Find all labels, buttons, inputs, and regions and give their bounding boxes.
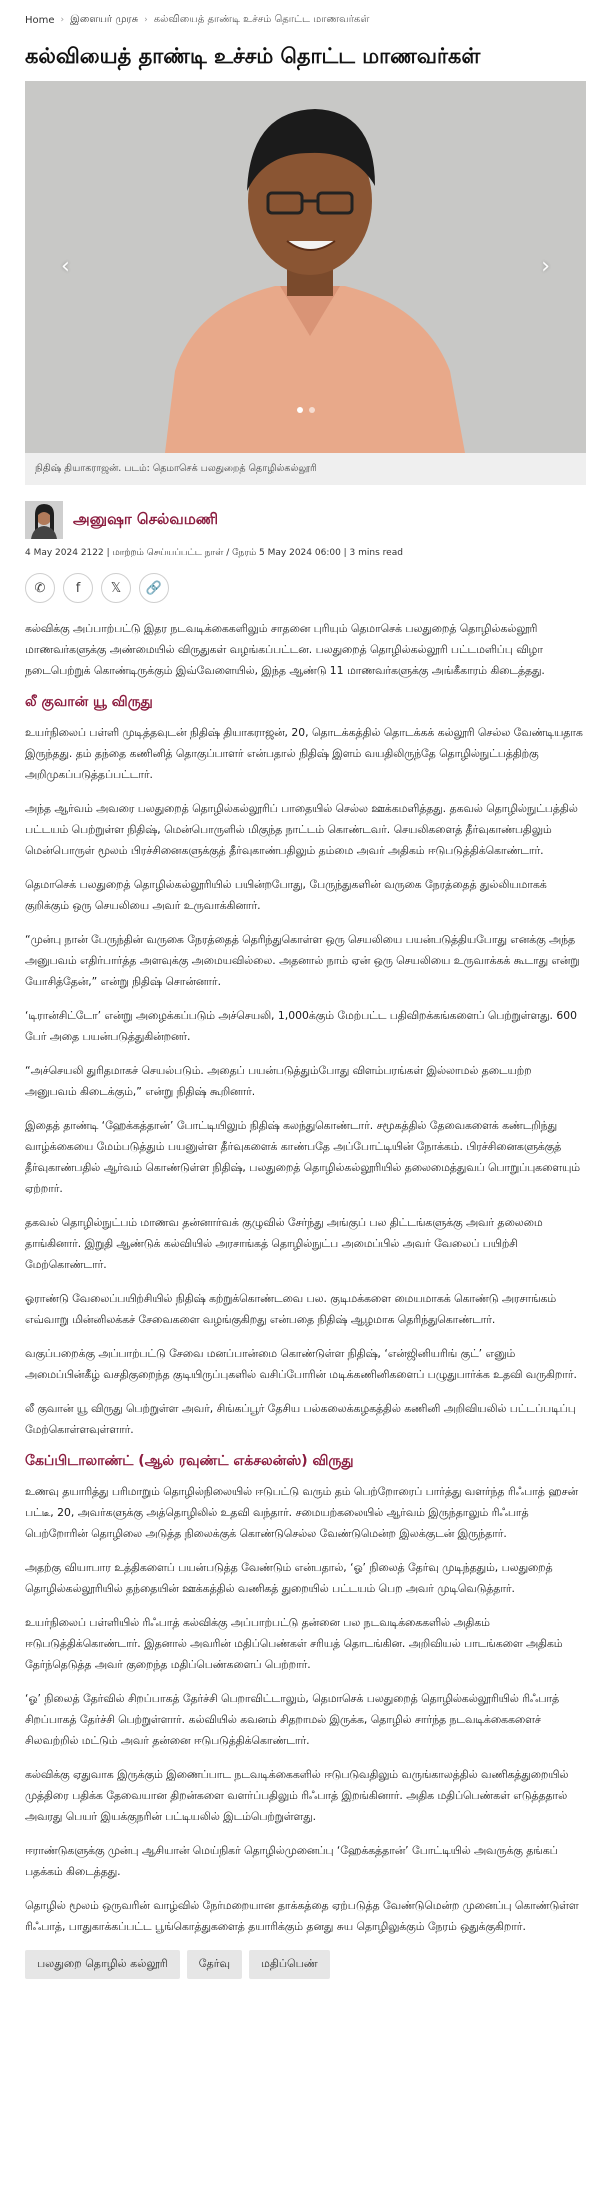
carousel-prev-icon[interactable]: ‹ [61, 254, 70, 279]
paragraph: அந்த ஆர்வம் அவரை பலதுறைத் தொழில்கல்லூரிப் பாதையில் செல்ல ஊக்கமளித்தது. தகவல் தொழில்நுட்பத்தில் பட்டயம் பெற்றுள்ள நிதிஷ், மென்பொருளில் மிகுந்த நாட்டம் கொண்டவர். செயலிகளைத் தீர்வுகாண்பதிலும் மென்பொருள் மூலம் பிரச்சினைகளுக்குத் தீர்வுகாண்பதிலும் தம்மை அவர் அதிகம் ஈடுபடுத்திக்கொண்டார். [25, 802, 578, 857]
carousel-dots [297, 407, 315, 413]
carousel-dot[interactable] [297, 407, 303, 413]
breadcrumb-current: கல்வியைத் தாண்டி உச்சம் தொட்ட மாணவர்கள் [153, 14, 370, 25]
photo-caption: நிதிஷ் தியாகராஜன். படம்: தெமாசெக் பலதுறைத் தொழில்கல்லூரி [25, 453, 586, 485]
paragraph: ஈராண்டுகளுக்கு முன்பு ஆசியான் மெய்நிகர் தொழில்முனைப்பு ‘ஹேக்கத்தான்’ போட்டியில் அவருக்கு தங்கப் பதக்கம் கிடைத்தது. [25, 1844, 558, 1878]
paragraph: லீ குவான் யூ விருது பெற்றுள்ள அவர், சிங்கப்பூர் தேசிய பல்கலைக்கழகத்தில் கணினி அறிவியலில் பட்டப்படிப்பு மேற்கொள்ளவுள்ளார். [25, 1402, 576, 1436]
paragraph: தெமாசெக் பலதுறைத் தொழில்கல்லூரியில் பயின்றபோது, பேருந்துகளின் வருகை நேரத்தைத் துல்லியமாகக் குறிக்கும் ஒரு செயலியை அவர் உருவாக்கினார். [25, 878, 547, 912]
paragraph: ‘ஓ’ நிலைத் தேர்வில் சிறப்பாகத் தேர்ச்சி பெறாவிட்டாலும், தெமாசெக் பலதுறைத் தொழில்கல்லூரியில் ரிஃபாத் சிறப்பாகத் தேர்ச்சி பெற்றுள்ளார். கல்வியில் கவனம் சிதறாமல் இருக்க, தொழில் சார்ந்த நடவடிக்கைகளைச் சிலவற்றில் மட்டும் அவர் தன்னை ஈடுபடுத்திக்கொண்டார். [25, 1692, 560, 1747]
paragraph: ஓராண்டு வேலைப்பயிற்சியில் நிதிஷ் கற்றுக்கொண்டவை பல. குடிமக்களை மையமாகக் கொண்டு அரசாங்கம் எவ்வாறு மின்னிலக்கச் சேவைகளை வழங்குகிறது என்பதை நிதிஷ் ஆழமாக தெரிந்துகொண்டார். [25, 1292, 557, 1326]
x-icon[interactable]: 𝕏 [101, 573, 131, 603]
author-avatar[interactable] [25, 501, 63, 539]
paragraph: உயர்நிலைப் பள்ளி முடித்தவுடன் நிதிஷ் தியாகராஜன், 20, தொடக்கத்தில் தொடக்கக் கல்லூரி செல்ல வேண்டியதாக இருந்தது. தம் தந்தை கணினித் தொகுப்பாளர் என்பதால் நிதிஷ் இளம் வயதிலிருந்தே தொழில்நுட்பத்திற்கு அறிமுகப்படுத்தப்பட்டார். [25, 726, 583, 781]
breadcrumb-home[interactable]: Home [25, 14, 55, 26]
facebook-icon[interactable]: f [63, 573, 93, 603]
paragraph: “முன்பு நான் பேருந்தின் வருகை நேரத்தைத் தெரிந்துகொள்ள ஒரு செயலியை பயன்படுத்தியபோது எனக்கு அந்த அனுபவம் எதிர்பார்த்த அளவுக்கு அமையவில்லை. அதனால் நாம் ஏன் ஒரு செயலியை உருவாக்கக் கூடாது என்று யோசித்தேன்,” என்று நிதிஷ் சொன்னார். [25, 933, 580, 988]
chevron-right-icon: › [144, 15, 148, 25]
carousel-next-icon[interactable]: › [541, 254, 550, 279]
carousel-dot[interactable] [309, 407, 315, 413]
page-title: கல்வியைத் தாண்டி உச்சம் தொட்ட மாணவர்கள் [25, 44, 481, 68]
intro-paragraph: கல்விக்கு அப்பாற்பட்டு இதர நடவடிக்கைகளிலும் சாதனை புரியும் தெமாசெக் பலதுறைத் தொழில்கல்லூரி மாணவர்களுக்கு அண்மையில் விருதுகள் வழங்கப்பட்டன. பலதுறைத் தொழில்கல்லூரி பட்டமளிப்பு விழா நடைபெற்றுக் கொண்டிருக்கும் இவ்வேளையில், இந்த ஆண்டு 11 மாணவர்களுக்கு அங்கீகாரம் கிடைத்தது. [25, 622, 545, 677]
tag-chip[interactable]: மதிப்பெண் [249, 1950, 330, 1979]
paragraph: “அச்செயலி துரிதமாகச் செயல்படும். அதைப் பயன்படுத்தும்போது விளம்பரங்கள் இல்லாமல் தடையற்ற அனுபவம் கிடைக்கும்,” என்று நிதிஷ் கூறினார். [25, 1064, 532, 1098]
paragraph: அதற்கு வியாபார உத்திகளைப் பயன்படுத்த வேண்டும் என்பதால், ‘ஓ’ நிலைத் தேர்வு முடிந்ததும், பலதுறைத் தொழில்கல்லூரியில் தந்தையின் ஊக்கத்தில் வணிகத் துறையில் பட்டயம் பெற அவர் முடிவெடுத்தார். [25, 1561, 553, 1595]
section-heading: கேப்பிடாலாண்ட் (ஆல் ரவுண்ட் எக்சலன்ஸ்) விருது [25, 1453, 354, 1469]
paragraph: வகுப்பறைக்கு அப்பாற்பட்டு சேவை மனப்பான்மை கொண்டுள்ள நிதிஷ், ‘என்ஜினியரிங் குட்’ எனும் அமைப்பின்கீழ் வசதிகுறைந்த குடியிருப்புகளில் வசிப்போரின் மடிக்கணினிகளைப் பழுதுபார்க்க உதவி வருகிறார். [25, 1347, 577, 1381]
section-heading: லீ குவான் யூ விருது [25, 694, 153, 710]
image-carousel[interactable] [25, 81, 586, 453]
paragraph: உணவு தயாரித்து பரிமாறும் தொழில்நிலையில் ஈடுபட்டு வரும் தம் பெற்றோரைப் பார்த்து வளர்ந்த ரிஃபாத் ஹசன் பட்டீ, 20, அவர்களுக்கு அத்தொழிலில் உதவி வந்தார். சமையற்கலையில் ஆர்வம் இருந்தாலும் ரிஃபாத் பெற்றோரின் தொழிலை அடுத்த நிலைக்குக் கொண்டுசெல்ல வேண்டுமென்ற இலக்குடன் இருந்தார். [25, 1485, 578, 1540]
publish-meta: 4 May 2024 2122 | மாற்றம் செய்யப்பட்ட நாள் / நேரம் 5 May 2024 06:00 | 3 mins read [25, 548, 403, 558]
author-block [25, 501, 586, 539]
tag-chip[interactable]: பலதுறை தொழில் கல்லூரி [25, 1950, 180, 1979]
article-body [25, 618, 586, 1937]
paragraph: கல்விக்கு ஏதுவாக இருக்கும் இணைப்பாட நடவடிக்கைகளில் ஈடுபடுவதிலும் வருங்காலத்தில் வணிகத்துறையில் முத்திரை பதிக்க தேவையான திறன்களை வளர்ப்பதிலும் ரிஃபாத் இறங்கினார். அதிக மதிப்பெண்கள் எடுத்ததால் அவரது பெயர் இயக்குநரின் பட்டியலில் இடம்பெற்றுள்ளது. [25, 1768, 569, 1823]
share-bar [25, 573, 586, 603]
link-icon[interactable]: 🔗 [139, 573, 169, 603]
paragraph: தகவல் தொழில்நுட்பம் மாணவ தன்னார்வக் குழுவில் சேர்ந்து அங்குப் பல திட்டங்களுக்கு அவர் தலைமை தாங்கினார். இறுதி ஆண்டுக் கல்வியில் அரசாங்கத் தொழில்நுட்ப அமைப்பில் அவர் வேலைப் பயிற்சி மேற்கொண்டார். [25, 1216, 543, 1271]
whatsapp-icon[interactable]: ✆ [25, 573, 55, 603]
breadcrumb [25, 0, 586, 27]
chevron-right-icon: › [60, 15, 65, 25]
tag-chip[interactable]: தேர்வு [187, 1950, 242, 1979]
tag-list [25, 1950, 586, 1979]
breadcrumb-section[interactable]: இளையர் முரசு [70, 14, 139, 25]
article-photo [25, 81, 586, 453]
paragraph: இதைத் தாண்டி ‘ஹேக்கத்தான்’ போட்டியிலும் நிதிஷ் கலந்துகொண்டார். சமூகத்தில் தேவைகளைக் கண்டறிந்து வாழ்க்கையை மேம்படுத்தும் பயனுள்ள தீர்வுகளைக் காண்பதே அப்போட்டியின் நோக்கம். பிரச்சினைகளுக்குத் தீர்வுகாண்பதில் ஆர்வம் கொண்டுள்ள நிதிஷ், பலதுறைத் தொழில்கல்லூரியில் தலைமைத்துவப் பொறுப்புகளையும் ஏற்றார். [25, 1119, 580, 1195]
paragraph: உயர்நிலைப் பள்ளியில் ரிஃபாத் கல்விக்கு அப்பாற்பட்டு தன்னை பல நடவடிக்கைகளில் அதிகம் ஈடுபடுத்திக்கொண்டார். இதனால் அவரின் மதிப்பெண்கள் சரியத் தொடங்கின. அறிவியல் பாடங்களை அதிகம் தேர்ந்தெடுத்த அவர் குறைந்த மதிப்பெண்களைப் பெற்றார். [25, 1616, 563, 1671]
paragraph: ‘டிரான்சிட்டோ’ என்று அழைக்கப்படும் அச்செயலி, 1,000க்கும் மேற்பட்ட பதிவிறக்கங்களைப் பெற்றுள்ளது. 600 பேர் அதை பயன்படுத்துகின்றனர். [25, 1009, 577, 1043]
paragraph: தொழில் மூலம் ஒருவரின் வாழ்வில் நேர்மறையான தாக்கத்தை ஏற்படுத்த வேண்டுமென்ற முனைப்பு கொண்டுள்ள ரிஃபாத், பாதுகாக்கப்பட்ட பூங்கொத்துகளைத் தயாரிக்கும் தனது சுய தொழிலுக்கும் நேரம் ஒதுக்குகிறார். [25, 1899, 579, 1933]
author-name[interactable]: அனுஷா செல்வமணி [73, 510, 219, 528]
